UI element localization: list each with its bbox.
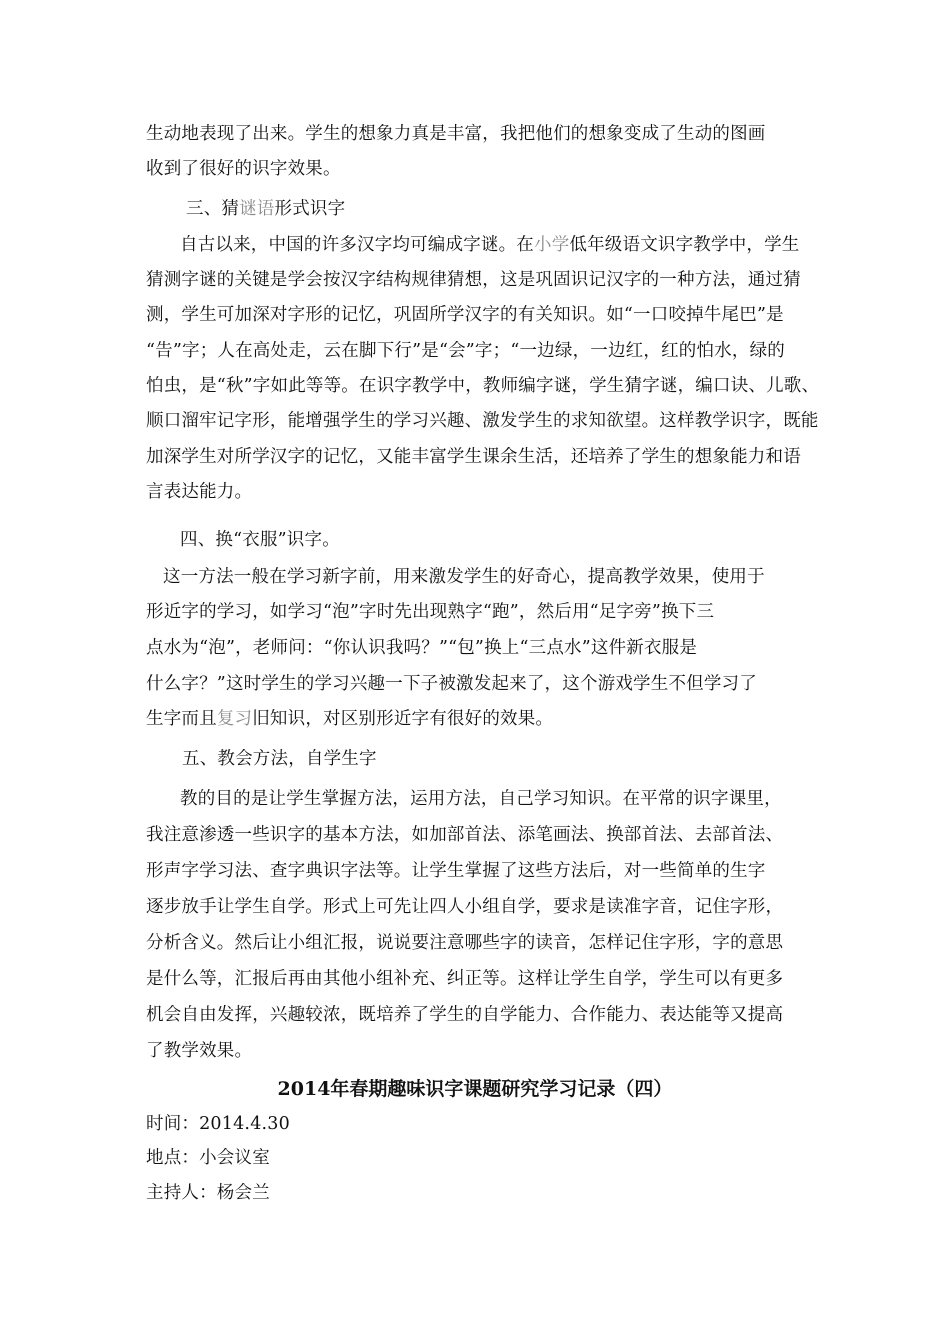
record-location: 地点：小会议室 [146, 1148, 270, 1168]
body-line: 教的目的是让学生掌握方法，运用方法，自己学习知识。在平常的识字课里， [180, 789, 782, 809]
record-time: 时间：2014.4.30 [146, 1114, 290, 1134]
record-title: 2014年春期趣味识字课题研究学习记录（四） [277, 1078, 673, 1100]
body-line: 是什么等，汇报后再由其他小组补充、纠正等。这样让学生自学，学生可以有更多 [146, 969, 784, 989]
body-line: 形近字的学习，如学习“泡”字时先出现熟字“跑”，然后用“足字旁”换下三 [146, 602, 715, 622]
body-line: 分析含义。然后让小组汇报，说说要注意哪些字的读音，怎样记住字形，字的意思 [146, 933, 784, 953]
body-line: “告”字；人在高处走，云在脚下行”是“会”字；“一边绿，一边红，红的怕水，绿的 [146, 341, 785, 361]
body-line: 这一方法一般在学习新字前，用来激发学生的好奇心，提高教学效果，使用于 [163, 567, 765, 587]
section-heading: 五、教会方法，自学生字 [182, 749, 377, 769]
body-line: 言表达能力。 [146, 482, 253, 502]
section-heading: 四、换“衣服”识字。 [180, 530, 340, 550]
body-line: 怕虫，是“秋”字如此等等。在识字教学中，教师编字谜，学生猜字谜，编口诀、儿歌、 [146, 376, 820, 396]
record-host: 主持人：杨会兰 [146, 1183, 270, 1203]
body-line: 加深学生对所学汉字的记忆，又能丰富学生课余生活，还培养了学生的想象能力和语 [146, 447, 801, 467]
body-line: 机会自由发挥，兴趣较浓，既培养了学生的自学能力、合作能力、表达能等又提高 [146, 1005, 784, 1025]
body-line: 生字而且复习旧知识，对区别形近字有很好的效果。 [146, 709, 554, 729]
body-line: 收到了很好的识字效果。 [146, 159, 341, 179]
highlighted-keyword: 小学 [534, 235, 570, 255]
body-line: 生动地表现了出来。学生的想象力真是丰富，我把他们的想象变成了生动的图画 [146, 124, 766, 144]
body-line: 自古以来，中国的许多汉字均可编成字谜。在小学低年级语文识字教学中，学生 [180, 235, 800, 255]
body-line: 猜测字谜的关键是学会按汉字结构规律猜想，这是巩固识记汉字的一种方法，通过猜 [146, 270, 801, 290]
body-line: 逐步放手让学生自学。形式上可先让四人小组自学，要求是读准字音，记住字形， [146, 897, 784, 917]
section-heading: 三、猜谜语形式识字 [186, 199, 346, 219]
body-line: 我注意渗透一些识字的基本方法，如加部首法、添笔画法、换部首法、去部首法、 [146, 825, 784, 845]
body-line: 点水为“泡”，老师问：“你认识我吗？”“包”换上“三点水”这件新衣服是 [146, 638, 698, 658]
highlighted-keyword: 谜语 [239, 199, 275, 219]
body-line: 测，学生可加深对字形的记忆，巩固所学汉字的有关知识。如“一口咬掉牛尾巴”是 [146, 305, 784, 325]
body-line: 什么字？”这时学生的学习兴趣一下子被激发起来了，这个游戏学生不但学习了 [146, 674, 757, 694]
body-line: 了教学效果。 [146, 1041, 253, 1061]
body-line: 顺口溜牢记字形，能增强学生的学习兴趣、激发学生的求知欲望。这样教学识字，既能 [146, 411, 819, 431]
body-line: 形声字学习法、查字典识字法等。让学生掌握了这些方法后，对一些简单的生字 [146, 861, 766, 881]
highlighted-keyword: 复习 [216, 709, 253, 729]
